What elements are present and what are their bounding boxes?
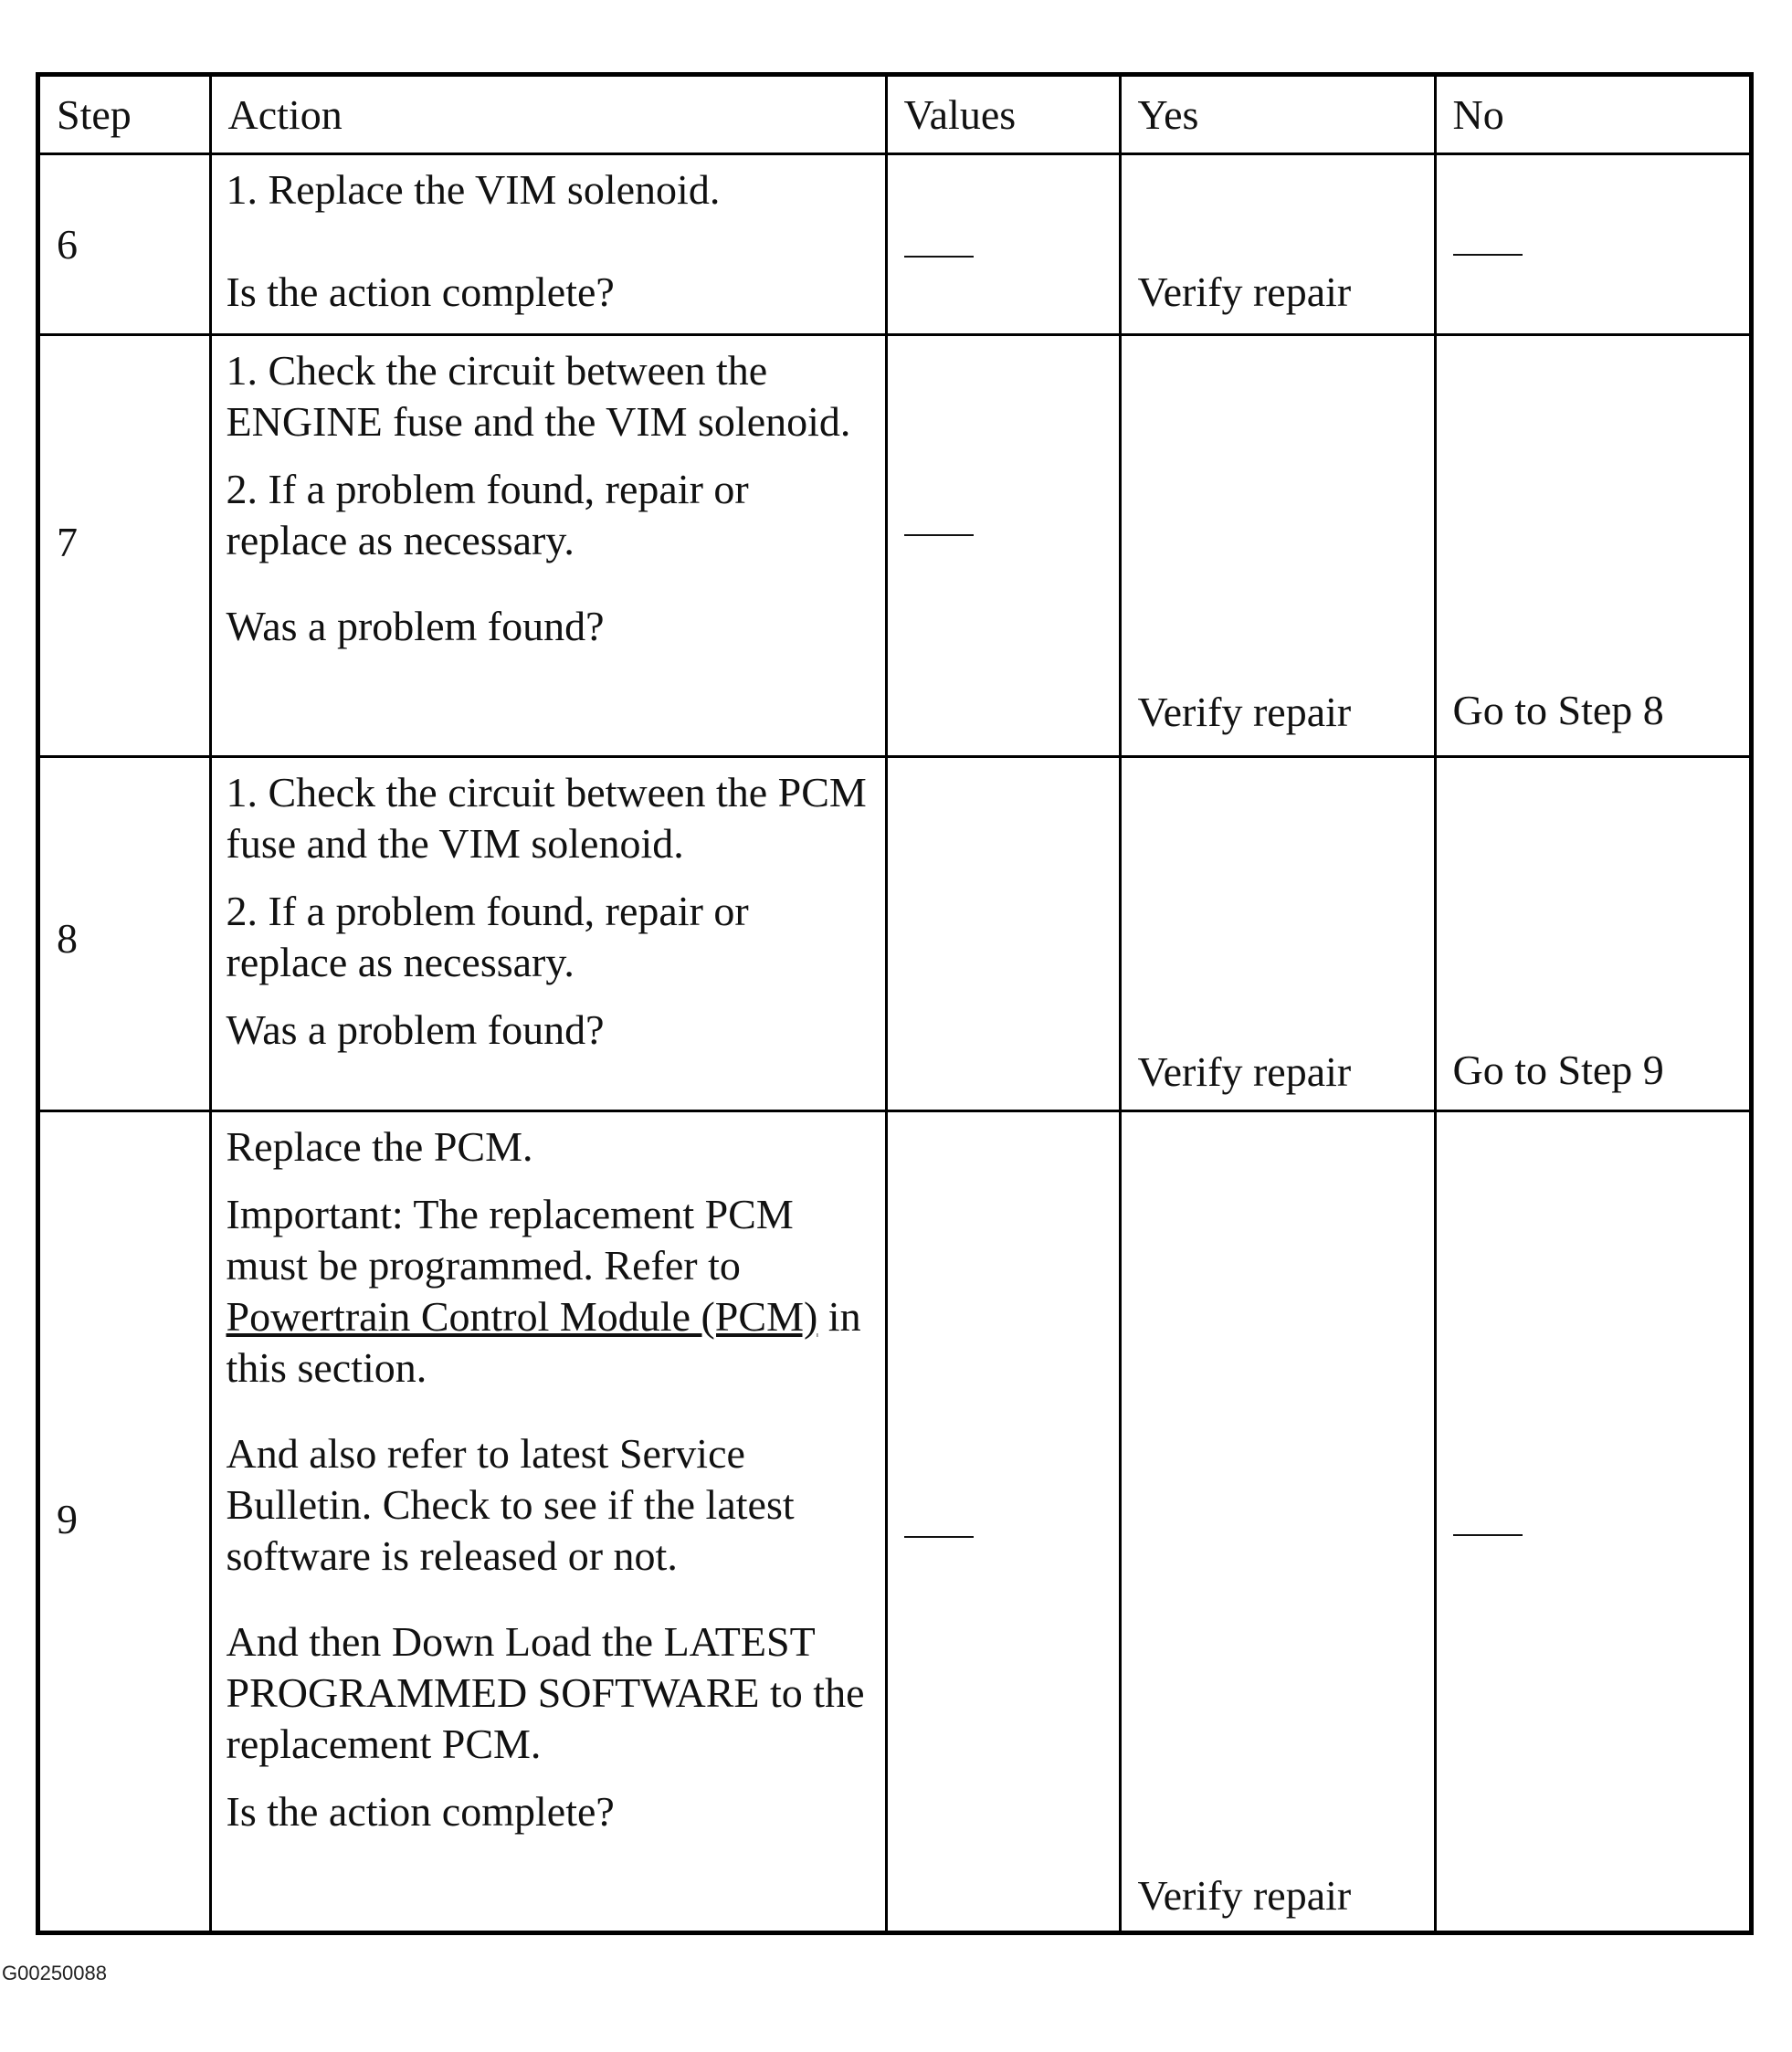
table-row [40, 153, 1749, 334]
values-cell [886, 756, 1120, 1110]
dash-mark [1453, 1534, 1523, 1536]
action-cell: 1. Check the circuit between the ENGINE fuse and the VIM solenoid. 2. If a problem found, repair or replace as necessary. Was a problem found? [210, 334, 886, 756]
yes-cell: Verify repair [1120, 334, 1435, 756]
values-cell [886, 1110, 1120, 1931]
step-cell: 6 [40, 153, 210, 334]
figure-code: G00250088 [2, 1962, 107, 1984]
no-cell [1435, 1110, 1749, 1931]
dash-mark [1453, 254, 1523, 256]
step-cell: 7 [40, 334, 210, 756]
no-cell: Go to Step 8 [1435, 334, 1749, 756]
values-cell [886, 153, 1120, 334]
dash-mark [904, 256, 974, 258]
header-action: Action [210, 77, 886, 153]
yes-cell: Verify repair [1120, 153, 1435, 334]
diagnostic-table [36, 72, 1754, 1935]
dash-mark [904, 1536, 974, 1538]
step-cell: 8 [40, 756, 210, 1110]
header-row [40, 77, 1749, 153]
yes-cell: Verify repair [1120, 1110, 1435, 1931]
action-cell: 1. Check the circuit between the PCM fuse and the VIM solenoid. 2. If a problem found, repair or replace as necessary. Was a problem found? [210, 756, 886, 1110]
step-cell: 9 [40, 1110, 210, 1931]
yes-cell: Verify repair [1120, 756, 1435, 1110]
header-step: Step [40, 77, 210, 153]
table-row [40, 1110, 1749, 1931]
header-yes: Yes [1120, 77, 1435, 153]
values-cell [886, 334, 1120, 756]
header-values: Values [886, 77, 1120, 153]
table-row [40, 334, 1749, 756]
pcm-section-link[interactable]: Powertrain Control Module (PCM) [226, 1292, 818, 1340]
important-note: Important: The replacement PCM must be programmed. Refer to Powertrain Control Module (PCM) in this section. [226, 1190, 861, 1391]
dash-mark [904, 534, 974, 536]
no-cell [1435, 153, 1749, 334]
action-cell: 1. Replace the VIM solenoid. Is the action complete? [210, 153, 886, 334]
no-cell: Go to Step 9 [1435, 756, 1749, 1110]
header-no: No [1435, 77, 1749, 153]
table-row [40, 756, 1749, 1110]
action-cell: Replace the PCM. Important: The replacement PCM must be programmed. Refer to Powertrain Control Module (PCM) in this section. And also refer to latest Service Bulletin. Check to see if the latest software is released or not. And then Down Load the LATEST PROGRAMMED SOFTWARE to the replacement PCM. Is the action complete? [210, 1110, 886, 1931]
